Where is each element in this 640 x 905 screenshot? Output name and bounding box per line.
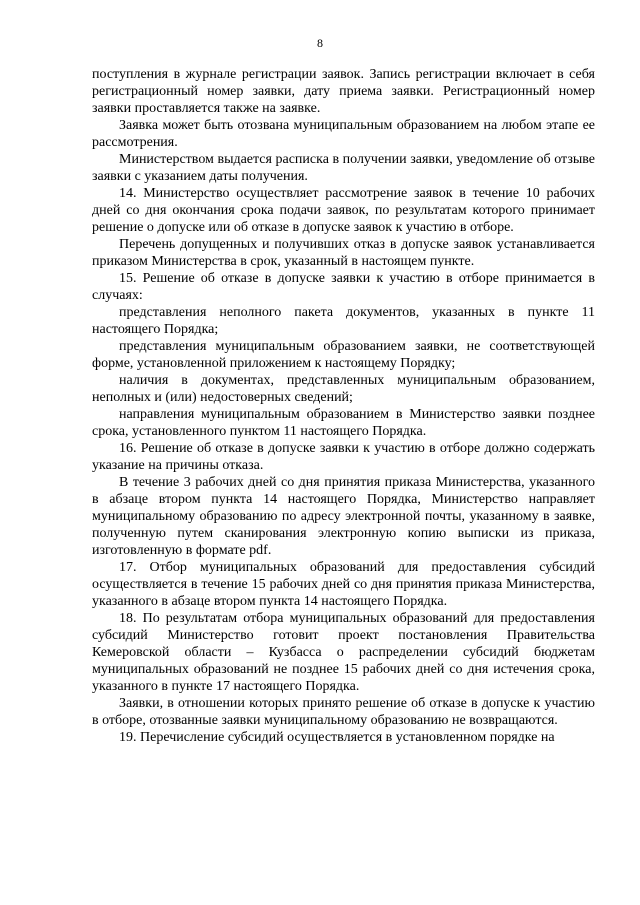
paragraph-item-17: 17. Отбор муниципальных образований для предоставления субсидий осуществляется в течение 15 рабочих дней со дня принятия приказа Министерства, указанного в абзаце втором пункта 14 настоящего Порядка. [92,560,595,609]
page-number: 8 [317,36,323,50]
paragraph-item-14: 14. Министерство осуществляет рассмотрение заявок в течение 10 рабочих дней со дня окончания срока подачи заявок, по результатам которого принимает решение о допуске или об отказе в допуске заявок к участию в отборе. [92,186,595,235]
paragraph-item-19: 19. Перечисление субсидий осуществляется в установленном порядке на [119,730,555,745]
paragraph: Заявка может быть отозвана муниципальным образованием на любом этапе ее рассмотрения. [92,118,595,150]
list-item: направления муниципальным образованием в Министерство заявки позднее срока, установленного пунктом 11 настоящего Порядка. [92,407,595,439]
paragraph: Перечень допущенных и получивших отказ в допуске заявок устанавливается приказом Министерства в срок, указанный в настоящем пункте. [92,237,595,269]
paragraph-item-15: 15. Решение об отказе в допуске заявки к участию в отборе принимается в случаях: [92,271,595,303]
paragraph: Заявки, в отношении которых принято решение об отказе в допуске к участию в отборе, отозванные заявки муниципальному образованию не возвращаются. [92,696,595,728]
paragraph-item-18: 18. По результатам отбора муниципальных образований для предоставления субсидий Министерство готовит проект постановления Правительства Кемеровской области – Кузбасса о распределении субсидий бюджетам муниципальных образований не позднее 15 рабочих дней со дня истечения срока, указанного в пункте 17 настоящего Порядка. [92,611,595,694]
paragraph: Министерством выдается расписка в получении заявки, уведомление об отзыве заявки с указанием даты получения. [92,152,595,184]
list-item: наличия в документах, представленных муниципальным образованием, неполных и (или) недостоверных сведений; [92,373,595,405]
paragraph: поступления в журнале регистрации заявок. Запись регистрации включает в себя регистрационный номер заявки, дату приема заявки. Регистрационный номер заявки проставляется также на заявке. [92,67,595,116]
paragraph: В течение 3 рабочих дней со дня принятия приказа Министерства, указанного в абзаце втором пункта 14 настоящего Порядка, Министерство направляет муниципальному образованию по адресу электронной почты, указанному в заявке, полученную путем сканирования электронную копию выписки из приказа, изготовленную в формате pdf. [92,475,595,558]
paragraph-item-16: 16. Решение об отказе в допуске заявки к участию в отборе должно содержать указание на причины отказа. [92,441,595,473]
document-body [92,66,595,746]
list-item: представления муниципальным образованием заявки, не соответствующей форме, установленной приложением к настоящему Порядку; [92,339,595,371]
list-item: представления неполного пакета документов, указанных в пункте 11 настоящего Порядка; [92,305,595,337]
